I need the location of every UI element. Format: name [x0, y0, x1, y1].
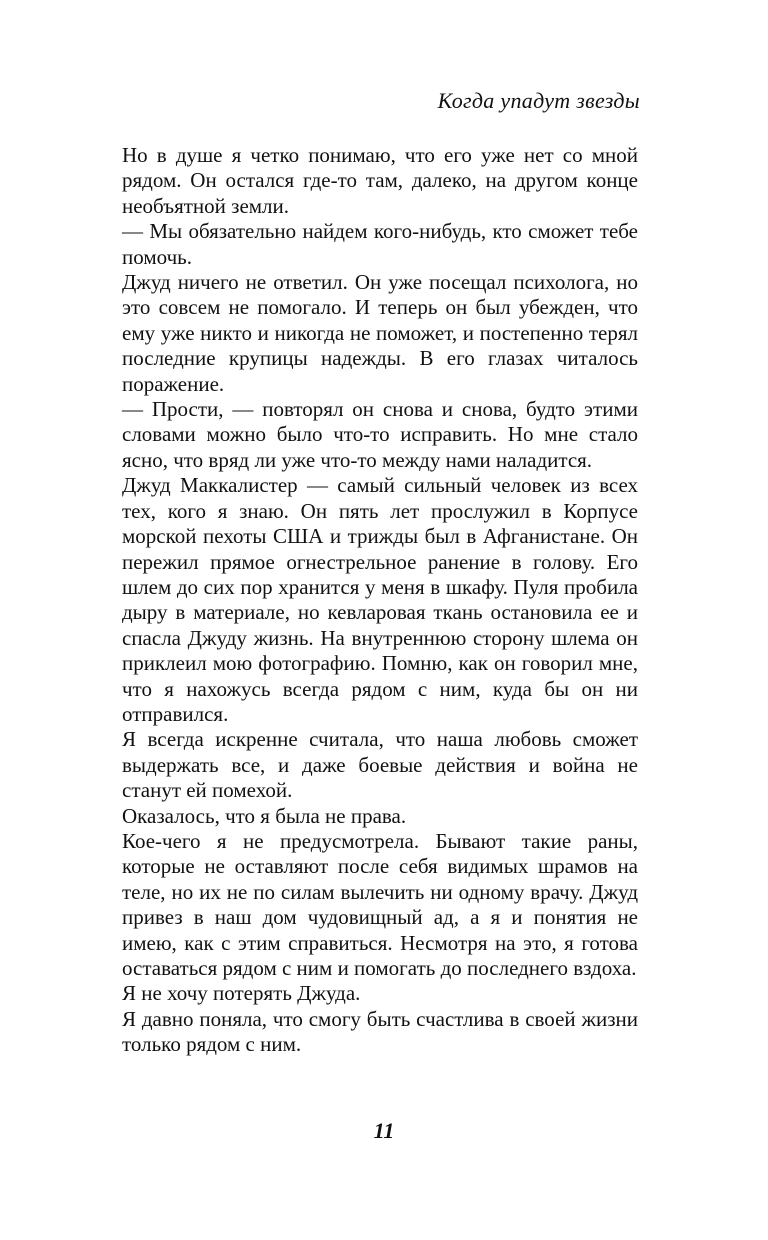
paragraph: Кое-чего я не предусмотрела. Бывают такие раны, которые не оставляют после себя видимых шрамов на теле, но их не по силам вылечить ни одному врачу. Джуд привез в наш дом чудовищный ад, а я и понятия не имею, как с этим справиться. Несмотря на это, я готова оставаться рядом с ним и помогать до последнего вздоха. [122, 828, 638, 980]
text-body [122, 143, 638, 1058]
paragraph: Но в душе я четко понимаю, что его уже нет со мной рядом. Он остался где-то там, далеко, на другом конце необъятной земли. [122, 143, 638, 218]
paragraph: Я всегда искренне считала, что наша любовь сможет выдержать все, и даже боевые действия и война не станут ей помехой. [122, 727, 638, 803]
paragraph: Я не хочу потерять Джуда. [122, 981, 361, 1006]
paragraph: Оказалось, что я была не права. [122, 803, 407, 828]
page-number: 11 [373, 1118, 395, 1143]
paragraph: Джуд ничего не ответил. Он уже посещал психолога, но это совсем не помогало. И теперь он был убежден, что ему уже никто и никогда не поможет, и постепенно терял последние крупицы надежды. В его глазах читалось поражение. [122, 270, 638, 396]
paragraph: Я давно поняла, что смогу быть счастлива в своей жизни только рядом с ним. [122, 1006, 638, 1057]
running-head: Когда упадут звезды [437, 88, 640, 113]
paragraph: — Прости, — повторял он снова и снова, будто этими словами можно было что-то исправить. Но мне стало ясно, что вряд ли уже что-то между нами наладится. [122, 397, 638, 472]
paragraph: — Мы обязательно найдем кого-нибудь, кто сможет тебе помочь. [122, 219, 638, 269]
paragraph: Джуд Маккалистер — самый сильный человек из всех тех, кого я знаю. Он пять лет прослужил в Корпусе морской пехоты США и трижды был в Афганистане. Он пережил прямое огнестрельное ранение в голову. Его шлем до сих пор хранится у меня в шкафу. Пуля пробила дыру в материале, но кевларовая ткань остановила ее и спасла Джуду жизнь. На внутреннюю сторону шлема он приклеил мою фотографию. Помню, как он говорил мне, что я нахожусь всегда рядом с ним, куда бы он ни отправился. [122, 473, 638, 726]
